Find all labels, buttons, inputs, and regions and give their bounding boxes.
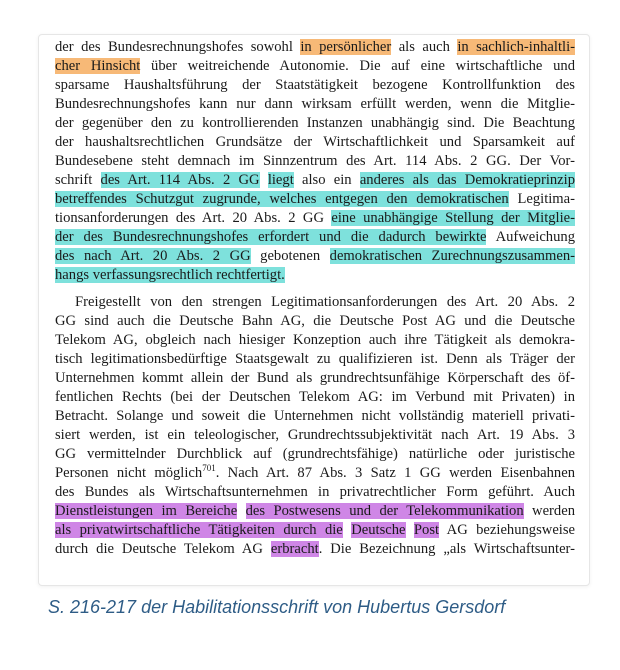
highlighted-phrase-orange: in persönlicher [300, 39, 392, 55]
highlighted-phrase-purple: des Postwesens und der Telekommunikation [245, 503, 524, 519]
paragraph [55, 293, 575, 559]
text-segment: über weitreichende Autonomie. Die auf eine wirtschaftliche und [140, 58, 575, 74]
text-line [55, 540, 575, 559]
text-line [55, 152, 575, 171]
highlighted-phrase-cyan: liegt [267, 172, 294, 188]
text-segment: also ein [293, 172, 360, 188]
highlighted-phrase-purple: erbracht [270, 541, 319, 557]
text-segment [343, 522, 351, 538]
text-segment: der haushaltsrechtlichen Grundsätze der Wirtschaftlichkeit und Sparsamkeit auf [55, 134, 575, 150]
highlighted-phrase-purple: als privatwirtschaftliche Tätigkeiten durch die [55, 522, 343, 538]
text-segment: Betracht. Solange und soweit die Unternehmen nicht vollständig materiell privati- [55, 408, 575, 424]
highlighted-phrase-cyan: eine unabhängige Stellung der Mitglie- [331, 210, 575, 226]
text-segment: der des Bundesrechnungshofes sowohl [55, 39, 301, 55]
text-segment: Telekom AG, obgleich nach hiesiger Konzeption auch ihre Tätigkeit als demokra- [55, 332, 575, 348]
highlighted-phrase-cyan: demokratischen Zurechnungszusammen- [329, 248, 575, 264]
text-line [55, 331, 575, 350]
text-line [55, 426, 575, 445]
text-segment: GG sind auch die Deutsche Bahn AG, die Deutsche Post AG und die Deutsche [55, 313, 575, 329]
text-line [55, 57, 575, 76]
text-line [55, 247, 575, 266]
text-line [55, 388, 575, 407]
text-line [55, 228, 575, 247]
text-line [55, 483, 575, 502]
text-segment: schrift [55, 172, 101, 188]
text-segment: als auch [391, 39, 458, 55]
highlighted-phrase-cyan: des Art. 114 Abs. 2 GG [100, 172, 260, 188]
text-line [55, 114, 575, 133]
scanned-text-excerpt [55, 38, 575, 567]
source-caption: S. 216-217 der Habilitationsschrift von Hubertus Gersdorf [48, 597, 506, 617]
text-line [55, 445, 575, 464]
text-segment: des Bundes als Wirtschaftsunternehmen in privatrechtlicher Form geführt. Auch [55, 484, 575, 500]
text-segment: fentlichen Rechts (bei der Deutschen Telekom AG: im Verbund mit Privaten) in [55, 389, 575, 405]
text-segment: . Nach Art. 87 Abs. 3 Satz 1 GG werden Eisenbahnen [215, 465, 576, 481]
text-line [55, 350, 575, 369]
text-line [55, 190, 575, 209]
text-line [55, 293, 575, 312]
text-segment: Unternehmen kommt allein der Bund als grundrechtsunfähige Körperschaft des öf- [55, 370, 575, 386]
text-segment: tionsanforderungen des Art. 20 Abs. 2 GG [55, 210, 332, 226]
highlighted-phrase-orange: in sachlich-inhaltli- [457, 39, 575, 55]
text-line [55, 38, 575, 57]
text-segment: GG vermittelnder Durchblick auf (grundrechtsfähige) natürliche oder juristische [55, 446, 575, 462]
text-line [55, 502, 575, 521]
text-segment: der gegenüber den zu kontrollierenden Instanzen unabhängig sind. Die Beachtung [55, 115, 575, 131]
paragraph [55, 38, 575, 285]
text-line [55, 369, 575, 388]
text-segment: gebotenen [250, 248, 330, 264]
text-line [55, 95, 575, 114]
text-segment: Bundesebene steht demnach im Sinnzentrum des Art. 114 Abs. 2 GG. Der Vor- [55, 153, 575, 169]
text-line [55, 209, 575, 228]
text-segment: Aufweichung [486, 229, 575, 245]
text-line [55, 407, 575, 426]
text-line [55, 266, 575, 285]
text-segment: Personen nicht möglich [55, 465, 203, 481]
text-line [55, 133, 575, 152]
text-segment: Bundesrechnungshofes kann nur dann wirksam erfüllt werden, wenn die Mitglie- [55, 96, 575, 112]
text-segment [406, 522, 414, 538]
text-line [55, 171, 575, 190]
text-segment: siert werden, ist ein teleologischer, Grundrechtssubjektivität nach Art. 19 Abs. 3 [55, 427, 575, 443]
text-segment: Legitima- [508, 191, 575, 207]
text-segment: sparsame Haushaltsführung der Staatstätigkeit bezogene Kontrollfunktion des [55, 77, 575, 93]
text-line [55, 521, 575, 540]
text-segment: AG beziehungsweise [439, 522, 576, 538]
footnote-marker: 701 [202, 463, 216, 474]
text-segment: Freigestellt von den strengen Legitimationsanforderungen des Art. 20 Abs. 2 [75, 294, 575, 310]
text-segment [260, 172, 268, 188]
highlighted-phrase-purple: Deutsche [351, 522, 406, 538]
highlighted-phrase-cyan: der des Bundesrechnungshofes erfordert und die dadurch bewirkte [55, 229, 487, 245]
highlighted-phrase-purple: Post [413, 522, 440, 538]
highlighted-phrase-cyan: betreffendes Schutzgut zugrunde, welches entgegen den demokratischen [55, 191, 509, 207]
highlighted-phrase-cyan: hangs verfassungsrechtlich rechtfertigt. [55, 267, 285, 283]
highlighted-phrase-cyan: anderes als das Demokratieprinzip [359, 172, 575, 188]
text-segment: tisch legitimationsbedürftige Staatsgewalt zu qualifizieren ist. Denn als Träger der [55, 351, 575, 367]
text-segment: . Die Bezeichnung „als Wirtschaftsunter- [318, 541, 575, 557]
text-segment [237, 503, 245, 519]
text-line [55, 76, 575, 95]
text-segment: durch die Deutsche Telekom AG [55, 541, 271, 557]
highlighted-phrase-cyan: des nach Art. 20 Abs. 2 GG [55, 248, 251, 264]
text-segment: werden [523, 503, 575, 519]
text-line [55, 464, 575, 483]
highlighted-phrase-purple: Dienstleistungen im Bereiche [55, 503, 238, 519]
text-line [55, 312, 575, 331]
highlighted-phrase-orange: cher Hinsicht [55, 58, 141, 74]
